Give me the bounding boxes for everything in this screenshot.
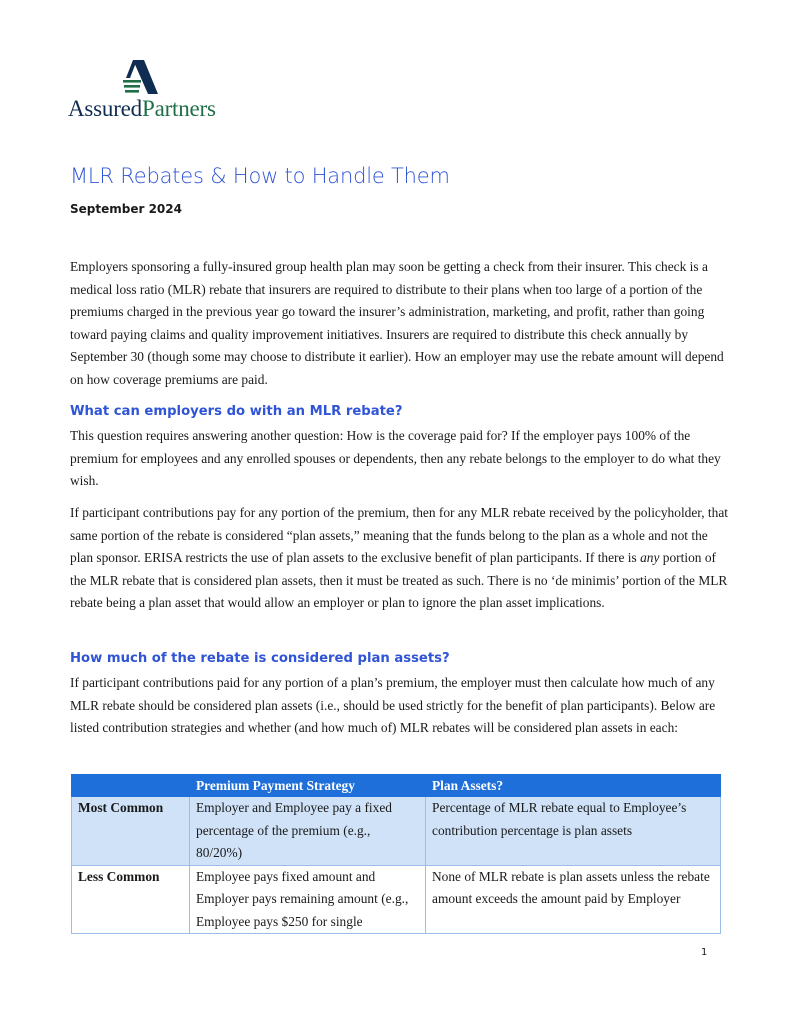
table-header-strategy: Premium Payment Strategy bbox=[190, 775, 426, 797]
row-plan-assets: None of MLR rebate is plan assets unless the rebate amount exceeds the amount paid by Employer bbox=[426, 865, 721, 934]
section1-paragraph2 bbox=[70, 502, 730, 615]
row-strategy: Employee pays fixed amount and Employer pays remaining amount (e.g., Employee pays $250 for single bbox=[190, 865, 426, 934]
company-logo bbox=[68, 60, 228, 122]
table-row bbox=[72, 797, 721, 866]
section2-paragraph1: If participant contributions paid for any portion of a plan’s premium, the employer must then calculate how much of any MLR rebate should be considered plan assets (i.e., should be used strictly for the benefit of plan participants). Below are listed contribution strategies and whether (and how much of) MLR rebates will be considered plan assets in each: bbox=[70, 675, 716, 735]
table-header-blank bbox=[72, 775, 190, 797]
section1-paragraph2-part2: portion of the MLR rebate that is considered plan assets, then it must be treated as such. There is no ‘de minimis’ portion of the MLR rebate being a plan asset that would allow an employer or plan to ignore the plan asset implications. bbox=[70, 550, 728, 610]
row-label: Less Common bbox=[72, 865, 190, 934]
logo-wordmark-part1: Assured bbox=[68, 96, 142, 121]
section1-heading: What can employers do with an MLR rebate? bbox=[70, 404, 403, 419]
row-label: Most Common bbox=[72, 797, 190, 866]
intro-paragraph: Employers sponsoring a fully-insured group health plan may soon be getting a check from their insurer. This check is a medical loss ratio (MLR) rebate that insurers are required to distribute to their plans when too large of a portion of the premiums charged in the previous year go toward the insurer’s administration, marketing, and profit, rather than going toward paying claims and quality improvement initiatives. Insurers are required to distribute this check annually by September 30 (though some may choose to distribute it earlier). How an employer may use the rebate amount will depend on how coverage premiums are paid. bbox=[70, 259, 724, 387]
section1-paragraph1: This question requires answering another question: How is the coverage paid for? If the employer pays 100% of the premium for employees and any enrolled spouses or dependents, then any rebate belongs to the employer to do what they wish. bbox=[70, 428, 721, 488]
logo-wordmark-part2: Partners bbox=[141, 96, 216, 121]
section2-heading: How much of the rebate is considered plan assets? bbox=[70, 651, 450, 666]
table-row bbox=[72, 865, 721, 934]
publication-date: September 2024 bbox=[70, 202, 182, 216]
logo-a-mark-icon bbox=[123, 60, 161, 98]
logo-wordmark bbox=[68, 96, 216, 122]
contribution-strategies-table bbox=[71, 774, 721, 934]
row-strategy: Employer and Employee pay a fixed percentage of the premium (e.g., 80/20%) bbox=[190, 797, 426, 866]
row-plan-assets: Percentage of MLR rebate equal to Employee’s contribution percentage is plan assets bbox=[426, 797, 721, 866]
table-header-plan-assets: Plan Assets? bbox=[426, 775, 721, 797]
page-title: MLR Rebates & How to Handle Them bbox=[70, 164, 450, 188]
section1-paragraph2-part1: If participant contributions pay for any portion of the premium, then for any MLR rebate received by the policyholder, that same portion of the rebate is considered “plan assets,” meaning that the funds belong to the plan as a whole and not the plan sponsor. ERISA restricts the use of plan assets to the exclusive benefit of plan participants. If there is bbox=[70, 505, 729, 565]
page-number: 1 bbox=[701, 947, 708, 958]
section1-paragraph2-emphasis: any bbox=[640, 550, 660, 565]
table-header-row bbox=[72, 775, 721, 797]
